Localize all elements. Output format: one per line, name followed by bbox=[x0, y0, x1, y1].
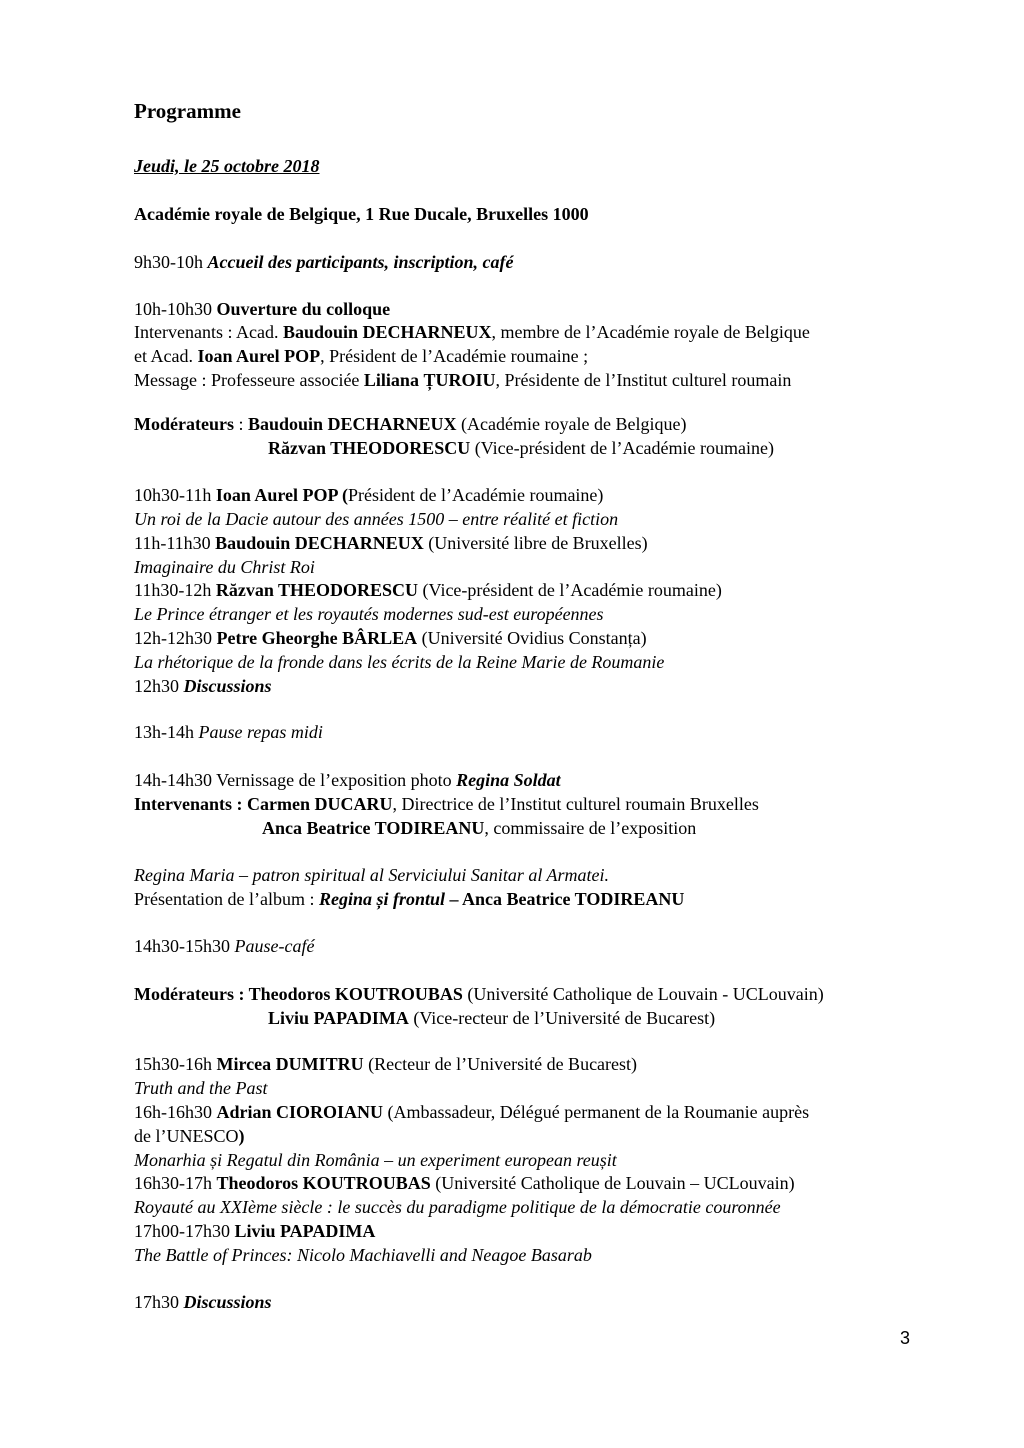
moderators-1-second: Răzvan THEODORESCU (Vice-président de l’Académie roumaine) bbox=[268, 438, 774, 458]
talk-title: Un roi de la Dacie autour des années 1500 – entre réalité et fiction bbox=[134, 509, 619, 529]
speaker-name: Baudouin DECHARNEUX bbox=[282, 322, 492, 342]
album-presentation: Présentation de l’album : Regina și frontul – Anca Beatrice TODIREANU bbox=[134, 889, 685, 909]
speaker-name: Mircea DUMITRU bbox=[216, 1054, 364, 1074]
moderator-name: Theodoros KOUTROUBAS bbox=[248, 984, 463, 1004]
time: 10h-10h30 bbox=[134, 299, 217, 319]
page-title: Programme bbox=[134, 99, 241, 123]
exhibition-work: Regina Maria – patron spiritual al Serviciului Sanitar al Armatei. bbox=[134, 865, 609, 885]
album-title: Regina și frontul bbox=[318, 889, 446, 909]
time: 9h30-10h bbox=[134, 252, 208, 272]
speaker-name: Ioan Aurel POP bbox=[197, 346, 321, 366]
talk-title: Royauté au XXIème siècle : le succès du paradigme politique de la démocratie couronnée bbox=[134, 1197, 781, 1217]
lunch-line: 13h-14h Pause repas midi bbox=[134, 722, 323, 742]
welcome-line bbox=[134, 251, 514, 273]
vernissage-speakers: Intervenants : Carmen DUCARU, Directrice de l’Institut culturel roumain Bruxelles bbox=[134, 794, 759, 814]
talk-line: 11h-11h30 Baudouin DECHARNEUX (Université libre de Bruxelles) bbox=[134, 533, 648, 553]
moderators-2-second: Liviu PAPADIMA (Vice-recteur de l’Université de Bucarest) bbox=[268, 1008, 716, 1028]
talk-title: Le Prince étranger et les royautés modernes sud-est européennes bbox=[134, 604, 604, 624]
venue: Académie royale de Belgique, 1 Rue Ducale, Bruxelles 1000 bbox=[134, 204, 589, 224]
speaker-name: Liviu PAPADIMA bbox=[234, 1221, 376, 1241]
talk-title: Truth and the Past bbox=[134, 1078, 268, 1098]
moderators-1: Modérateurs : Baudouin DECHARNEUX (Académie royale de Belgique) bbox=[134, 414, 687, 434]
speaker-name: Liliana ȚUROIU bbox=[363, 370, 496, 390]
opening-line bbox=[134, 298, 390, 320]
opening-speakers-2: et Acad. Ioan Aurel POP, Président de l’Académie roumaine ; bbox=[134, 346, 589, 366]
moderator-name: Răzvan THEODORESCU bbox=[268, 438, 471, 458]
discussion-line: 17h30 Discussions bbox=[134, 1292, 272, 1312]
moderator-name: Baudouin DECHARNEUX bbox=[247, 414, 457, 434]
exhibition-title: Regina Soldat bbox=[456, 770, 561, 790]
vernissage-speakers-2: Anca Beatrice TODIREANU, commissaire de l’exposition bbox=[262, 818, 697, 838]
talk-line: 12h-12h30 Petre Gheorghe BÂRLEA (Université Ovidius Constanța) bbox=[134, 628, 647, 648]
coffee-line: 14h30-15h30 Pause-café bbox=[134, 936, 315, 956]
talk-title: Imaginaire du Christ Roi bbox=[134, 557, 315, 577]
speaker-name: Anca Beatrice TODIREANU bbox=[262, 818, 485, 838]
talk-line: 16h-16h30 Adrian CIOROIANU (Ambassadeur, Délégué permanent de la Roumanie auprès bbox=[134, 1102, 810, 1122]
program-date: Jeudi, le 25 octobre 2018 bbox=[134, 156, 320, 176]
talk-title: The Battle of Princes: Nicolo Machiavelli and Neagoe Basarab bbox=[134, 1245, 592, 1265]
talk-title: Monarhia și Regatul din România – un experiment european reușit bbox=[134, 1150, 617, 1170]
opening-speakers-1: Intervenants : Acad. Baudouin DECHARNEUX, membre de l’Académie royale de Belgique bbox=[134, 322, 810, 342]
speaker-name: Ioan Aurel POP ( bbox=[215, 485, 349, 505]
talk-title: La rhétorique de la fronde dans les écrits de la Reine Marie de Roumanie bbox=[134, 652, 665, 672]
speaker-name: Adrian CIOROIANU bbox=[216, 1102, 384, 1122]
page-number: 3 bbox=[900, 1328, 911, 1348]
activity: Accueil des participants, inscription, café bbox=[207, 252, 514, 272]
talk-affiliation-cont: de l’UNESCO) bbox=[134, 1126, 245, 1146]
moderator-name: Liviu PAPADIMA bbox=[268, 1008, 409, 1028]
opening-message: Message : Professeure associée Liliana ȚUROIU, Présidente de l’Institut culturel roumain bbox=[134, 370, 792, 390]
speaker-name: Petre Gheorghe BÂRLEA bbox=[216, 628, 418, 648]
talk-line: 16h30-17h Theodoros KOUTROUBAS (Université Catholique de Louvain – UCLouvain) bbox=[134, 1173, 795, 1193]
speaker-name: Carmen DUCARU bbox=[247, 794, 393, 814]
talk-line: 17h00-17h30 Liviu PAPADIMA bbox=[134, 1221, 376, 1241]
talk-line: 10h30-11h Ioan Aurel POP (Président de l’Académie roumaine) bbox=[134, 485, 604, 505]
discussion-line: 12h30 Discussions bbox=[134, 676, 272, 696]
speaker-name: Theodoros KOUTROUBAS bbox=[216, 1173, 431, 1193]
talk-line: 11h30-12h Răzvan THEODORESCU (Vice-président de l’Académie roumaine) bbox=[134, 580, 722, 600]
speaker-name: Răzvan THEODORESCU bbox=[215, 580, 419, 600]
moderators-2: Modérateurs : Theodoros KOUTROUBAS (Université Catholique de Louvain - UCLouvain) bbox=[134, 984, 824, 1004]
vernissage-line: 14h-14h30 Vernissage de l’exposition photo Regina Soldat bbox=[134, 770, 561, 790]
activity: Ouverture du colloque bbox=[216, 299, 391, 319]
speaker-name: Baudouin DECHARNEUX bbox=[215, 533, 424, 553]
talk-line: 15h30-16h Mircea DUMITRU (Recteur de l’Université de Bucarest) bbox=[134, 1054, 638, 1074]
